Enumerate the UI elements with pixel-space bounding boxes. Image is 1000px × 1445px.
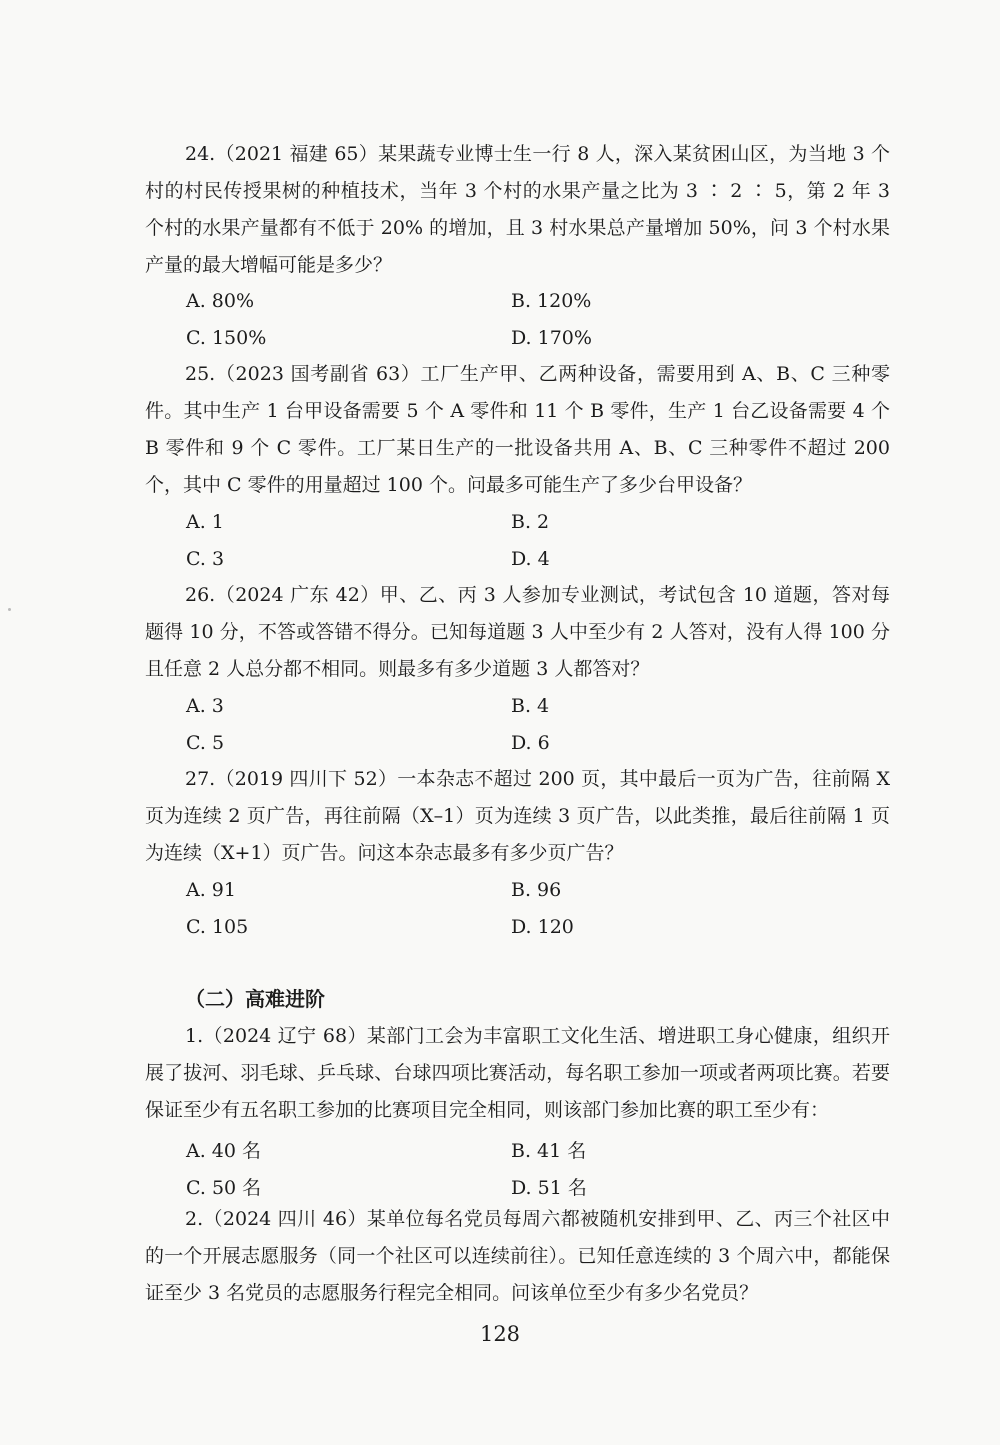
option-a: A. 80% [186, 290, 255, 312]
question-text: 24.（2021 福建 65）某果蔬专业博士生一行 8 人，深入某贫困山区，为当地 3 个村的村民传授果树的种植技术，当年 3 个村的水果产量之比为 3 ∶ 2 ∶ 5，第 2 年 3 个村的水果产量都有不低于 20% 的增加，且 3 村水果总产量增加 50%，问 3 个村水果产量的最大增幅可能是多少？ [145, 143, 890, 276]
question-27 [145, 761, 890, 872]
question-24 [145, 136, 890, 284]
option-d: D. 51 名 [511, 1177, 587, 1199]
option-a: A. 40 名 [186, 1140, 262, 1162]
question-text: 2.（2024 四川 46）某单位每名党员每周六都被随机安排到甲、乙、丙三个社区中的一个开展志愿服务（同一个社区可以连续前往）。已知任意连续的 3 个周六中，都能保证至少 3 名党员的志愿服务行程完全相同。问该单位至少有多少名党员？ [145, 1208, 890, 1304]
option-c: C. 50 名 [186, 1177, 262, 1199]
option-b: B. 41 名 [511, 1140, 587, 1162]
question-text: 27.（2019 四川下 52）一本杂志不超过 200 页，其中最后一页为广告，往前隔 X 页为连续 2 页广告，再往前隔（X–1）页为连续 3 页广告，以此类推，最后往前隔 1 页为连续（X+1）页广告。问这本杂志最多有多少页广告？ [145, 768, 890, 864]
question-text: 26.（2024 广东 42）甲、乙、丙 3 人参加专业测试，考试包含 10 道题，答对每题得 10 分，不答或答错不得分。已知每道题 3 人中至少有 2 人答对，没有人得 100 分且任意 2 人总分都不相同。则最多有多少道题 3 人都答对？ [145, 584, 890, 680]
question-25 [145, 356, 890, 504]
question-26 [145, 577, 890, 688]
option-c: C. 105 [186, 916, 249, 938]
option-d: D. 170% [511, 327, 592, 349]
question-text: 25.（2023 国考副省 63）工厂生产甲、乙两种设备，需要用到 A、B、C 三种零件。其中生产 1 台甲设备需要 5 个 A 零件和 11 个 B 零件，生产 1 台乙设备需要 4 个 B 零件和 9 个 C 零件。工厂某日生产的一批设备共用 A、B、C 三种零件不超过 200 个，其中 C 零件的用量超过 100 个。问最多可能生产了多少台甲设备？ [145, 363, 890, 496]
option-a: A. 91 [186, 879, 236, 901]
question-text: 1.（2024 辽宁 68）某部门工会为丰富职工文化生活、增进职工身心健康，组织开展了拔河、羽毛球、乒乓球、台球四项比赛活动，每名职工参加一项或者两项比赛。若要保证至少有五名职工参加的比赛项目完全相同，则该部门参加比赛的职工至少有： [145, 1025, 890, 1121]
option-c: C. 5 [186, 732, 225, 754]
option-a: A. 1 [186, 511, 224, 533]
scan-speck [8, 608, 11, 611]
option-d: D. 120 [511, 916, 574, 938]
option-c: C. 3 [186, 548, 225, 570]
section-title: （二）高难进阶 [185, 987, 325, 1011]
option-b: B. 120% [511, 290, 592, 312]
option-b: B. 96 [511, 879, 562, 901]
advanced-question-2 [145, 1201, 890, 1312]
option-a: A. 3 [186, 695, 224, 717]
option-b: B. 4 [511, 695, 550, 717]
option-b: B. 2 [511, 511, 550, 533]
advanced-question-1 [145, 1018, 890, 1129]
option-c: C. 150% [186, 327, 267, 349]
page-number: 128 [479, 1322, 521, 1346]
option-d: D. 4 [511, 548, 550, 570]
option-d: D. 6 [511, 732, 550, 754]
